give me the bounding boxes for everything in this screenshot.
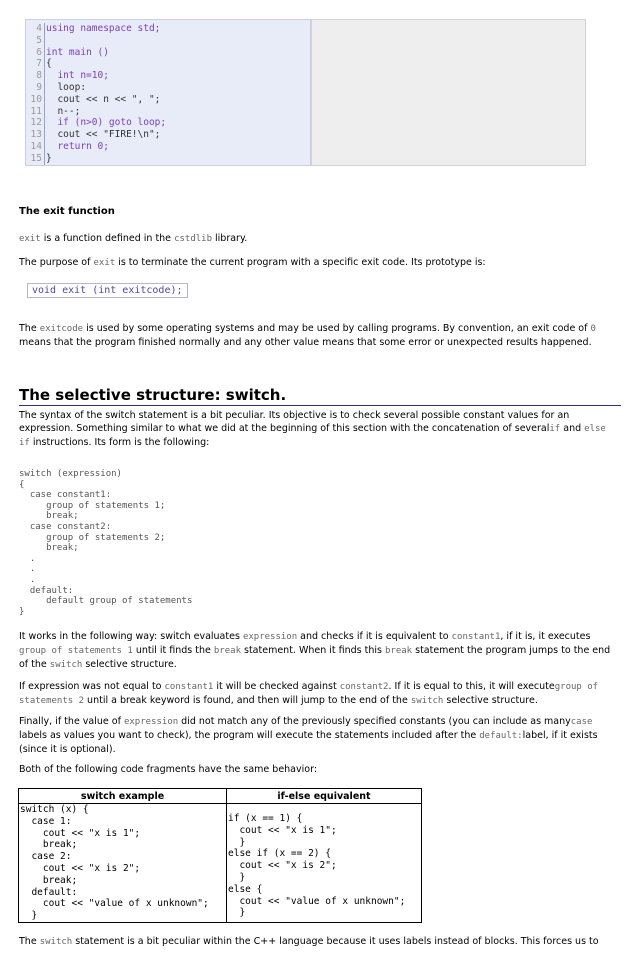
table-code-line: case 1:	[20, 815, 72, 827]
code-line: if (n>0) goto loop;	[46, 117, 167, 129]
syntax-line: group of statements 1;	[19, 500, 166, 511]
table-code-line: }	[228, 871, 246, 883]
text-run: The	[19, 323, 40, 334]
code-example-box	[25, 19, 311, 166]
line-number: 9	[36, 81, 42, 93]
code-line: return 0;	[46, 140, 109, 152]
syntax-line: group of statements 2;	[19, 532, 166, 543]
code-line	[46, 35, 166, 47]
code-line: }	[46, 152, 52, 164]
text-run: labels as values you want to check), the program will execute the statements included after the	[19, 730, 480, 741]
ifelse-example-code	[227, 804, 422, 923]
code-listing	[46, 23, 166, 165]
output-box	[311, 19, 586, 166]
table-code-line: cout << "x is 1";	[228, 824, 337, 836]
inline-code: expression	[123, 717, 179, 727]
text-run: The purpose of	[19, 257, 94, 268]
inline-code: break	[385, 646, 413, 656]
syntax-line: case constant1:	[19, 490, 112, 501]
switch-syntax-block	[19, 469, 192, 617]
syntax-line: {	[19, 479, 25, 490]
line-number: 7	[36, 58, 42, 70]
text-run: is a function defined in the	[40, 233, 175, 244]
inline-code: switch	[39, 937, 73, 947]
text-run: statement the program jumps to the end of the	[19, 645, 611, 670]
code-line: n--;	[46, 105, 81, 117]
inline-code: cstdlib	[174, 234, 212, 244]
text-run: library.	[212, 233, 248, 244]
inline-code: else if	[19, 424, 606, 448]
switch-paragraph-1	[19, 409, 619, 450]
syntax-line: switch (expression)	[19, 469, 122, 479]
switch-example-code	[19, 804, 227, 923]
text-run: is used by some operating systems and may be used by calling programs. By convention, an exit code of	[83, 323, 591, 334]
table-header-ifelse: if-else equivalent	[227, 789, 422, 804]
line-number: 12	[30, 117, 42, 129]
switch-paragraph-6	[19, 935, 619, 949]
inline-code: 0	[590, 324, 596, 334]
comparison-table	[18, 788, 422, 923]
switch-heading: The selective structure: switch.	[19, 386, 621, 406]
text-run: and checks if it is equivalent to	[297, 631, 452, 642]
syntax-line: .	[19, 553, 36, 564]
text-run: selective structure.	[82, 659, 177, 670]
code-line: cout << "FIRE!\n";	[46, 129, 161, 141]
text-run: is to terminate the current program with a specific exit code. Its prototype is:	[115, 257, 486, 268]
table-code-line: break;	[20, 839, 78, 851]
inline-code: group of statements 2	[19, 682, 599, 706]
exit-paragraph-1	[19, 232, 619, 246]
table-code-line: }	[228, 907, 246, 919]
text-run: means that the program finished normally and any other value means that some error or unexpected results happened.	[19, 337, 592, 348]
table-code-line: switch (x) {	[20, 804, 89, 815]
switch-paragraph-5	[19, 763, 619, 776]
inline-code: constant2	[339, 682, 389, 692]
syntax-line: default group of statements	[19, 596, 193, 607]
syntax-line: break;	[19, 511, 79, 522]
inline-code: case	[570, 717, 593, 727]
table-code-line: cout << "value of x unknown";	[228, 895, 406, 907]
switch-paragraph-4	[19, 715, 619, 756]
syntax-line: .	[19, 574, 36, 585]
text-run: did not match any of the previously specified constants (you can include as many	[178, 716, 571, 727]
inline-code: switch	[410, 696, 444, 706]
syntax-line: default:	[19, 585, 74, 596]
table-header-switch: switch example	[19, 789, 227, 804]
code-line: int n=10;	[46, 70, 109, 82]
exit-paragraph-3	[19, 322, 619, 349]
line-number: 6	[36, 46, 42, 58]
table-code-line: cout << "x is 1";	[20, 827, 141, 839]
line-number: 15	[30, 152, 42, 164]
syntax-line: case constant2:	[19, 521, 112, 532]
line-number: 8	[36, 70, 42, 82]
text-run: instructions. Its form is the following:	[29, 437, 210, 448]
table-code-line: cout << "value of x unknown";	[20, 898, 209, 910]
text-run: . If it is equal to this, it will execute	[388, 681, 555, 692]
text-run: The syntax of the switch statement is a bit peculiar. Its objective is to check several possible constant values for an expression. Something similar to what we did at the beginning of this section with the concatenation of several	[19, 410, 570, 434]
text-run: Finally, if the value of	[19, 716, 124, 727]
table-code-line: else {	[228, 883, 263, 895]
text-run: until a break keyword is found, and then will jump to the end of the	[84, 695, 411, 706]
text-run: The	[19, 936, 40, 947]
syntax-line: break;	[19, 543, 79, 554]
text-run: statement. When it finds this	[240, 645, 385, 656]
text-run: statement is a bit peculiar within the C++ language because it uses labels instead of blocks. This forces us to	[72, 936, 599, 947]
table-code-line: break;	[20, 874, 78, 886]
text-run: label, if it exists (since it is optional).	[19, 730, 598, 755]
text-run: If expression was not equal to	[19, 681, 165, 692]
inline-code: exitcode	[39, 324, 84, 334]
code-line: int main ()	[46, 46, 109, 58]
exit-prototype: void exit (int exitcode);	[27, 283, 188, 298]
code-line: {	[46, 58, 52, 70]
table-code-line: else if (x == 2) {	[228, 848, 331, 860]
inline-code: constant1	[164, 682, 214, 692]
table-code-line: }	[20, 910, 38, 922]
line-number: 4	[36, 23, 42, 34]
inline-code: exit	[19, 234, 41, 244]
text-run: It works in the following way: switch evaluates	[19, 631, 243, 642]
line-number-gutter	[26, 23, 45, 165]
inline-code: expression	[242, 632, 298, 642]
inline-code: switch	[49, 660, 83, 670]
text-run: Both of the following code fragments have the same behavior:	[19, 764, 318, 775]
inline-code: break	[213, 646, 241, 656]
table-code-line: if (x == 1) {	[228, 813, 303, 824]
inline-code: exit	[93, 258, 116, 268]
inline-code: constant1	[451, 632, 501, 642]
inline-code: default:	[479, 731, 523, 741]
table-code-line: cout << "x is 2";	[20, 862, 141, 874]
line-number: 13	[30, 129, 42, 141]
line-number: 5	[36, 34, 42, 46]
switch-paragraph-3	[19, 680, 619, 708]
table-code-line: default:	[20, 886, 78, 898]
text-run: it will be checked against	[213, 681, 340, 692]
exit-paragraph-2	[19, 256, 619, 270]
syntax-line: .	[19, 564, 36, 575]
inline-code: group of statements 1	[19, 646, 133, 656]
text-run: until it finds the	[132, 645, 214, 656]
table-code-line: cout << "x is 2";	[228, 860, 337, 872]
code-line: using namespace std;	[46, 23, 161, 34]
text-run: and	[560, 423, 585, 434]
text-run: , if it is, it executes	[500, 631, 591, 642]
text-run: selective structure.	[443, 695, 538, 706]
line-number: 14	[30, 140, 42, 152]
code-line: cout << n << ", ";	[46, 93, 161, 105]
table-code-line: }	[228, 836, 246, 848]
code-line: loop:	[46, 81, 87, 93]
exit-heading: The exit function	[19, 206, 115, 217]
line-number: 10	[30, 93, 42, 105]
table-code-line: case 2:	[20, 851, 72, 863]
syntax-line: }	[19, 606, 25, 617]
switch-paragraph-2	[19, 630, 619, 672]
inline-code: if	[549, 424, 561, 434]
line-number: 11	[30, 105, 42, 117]
